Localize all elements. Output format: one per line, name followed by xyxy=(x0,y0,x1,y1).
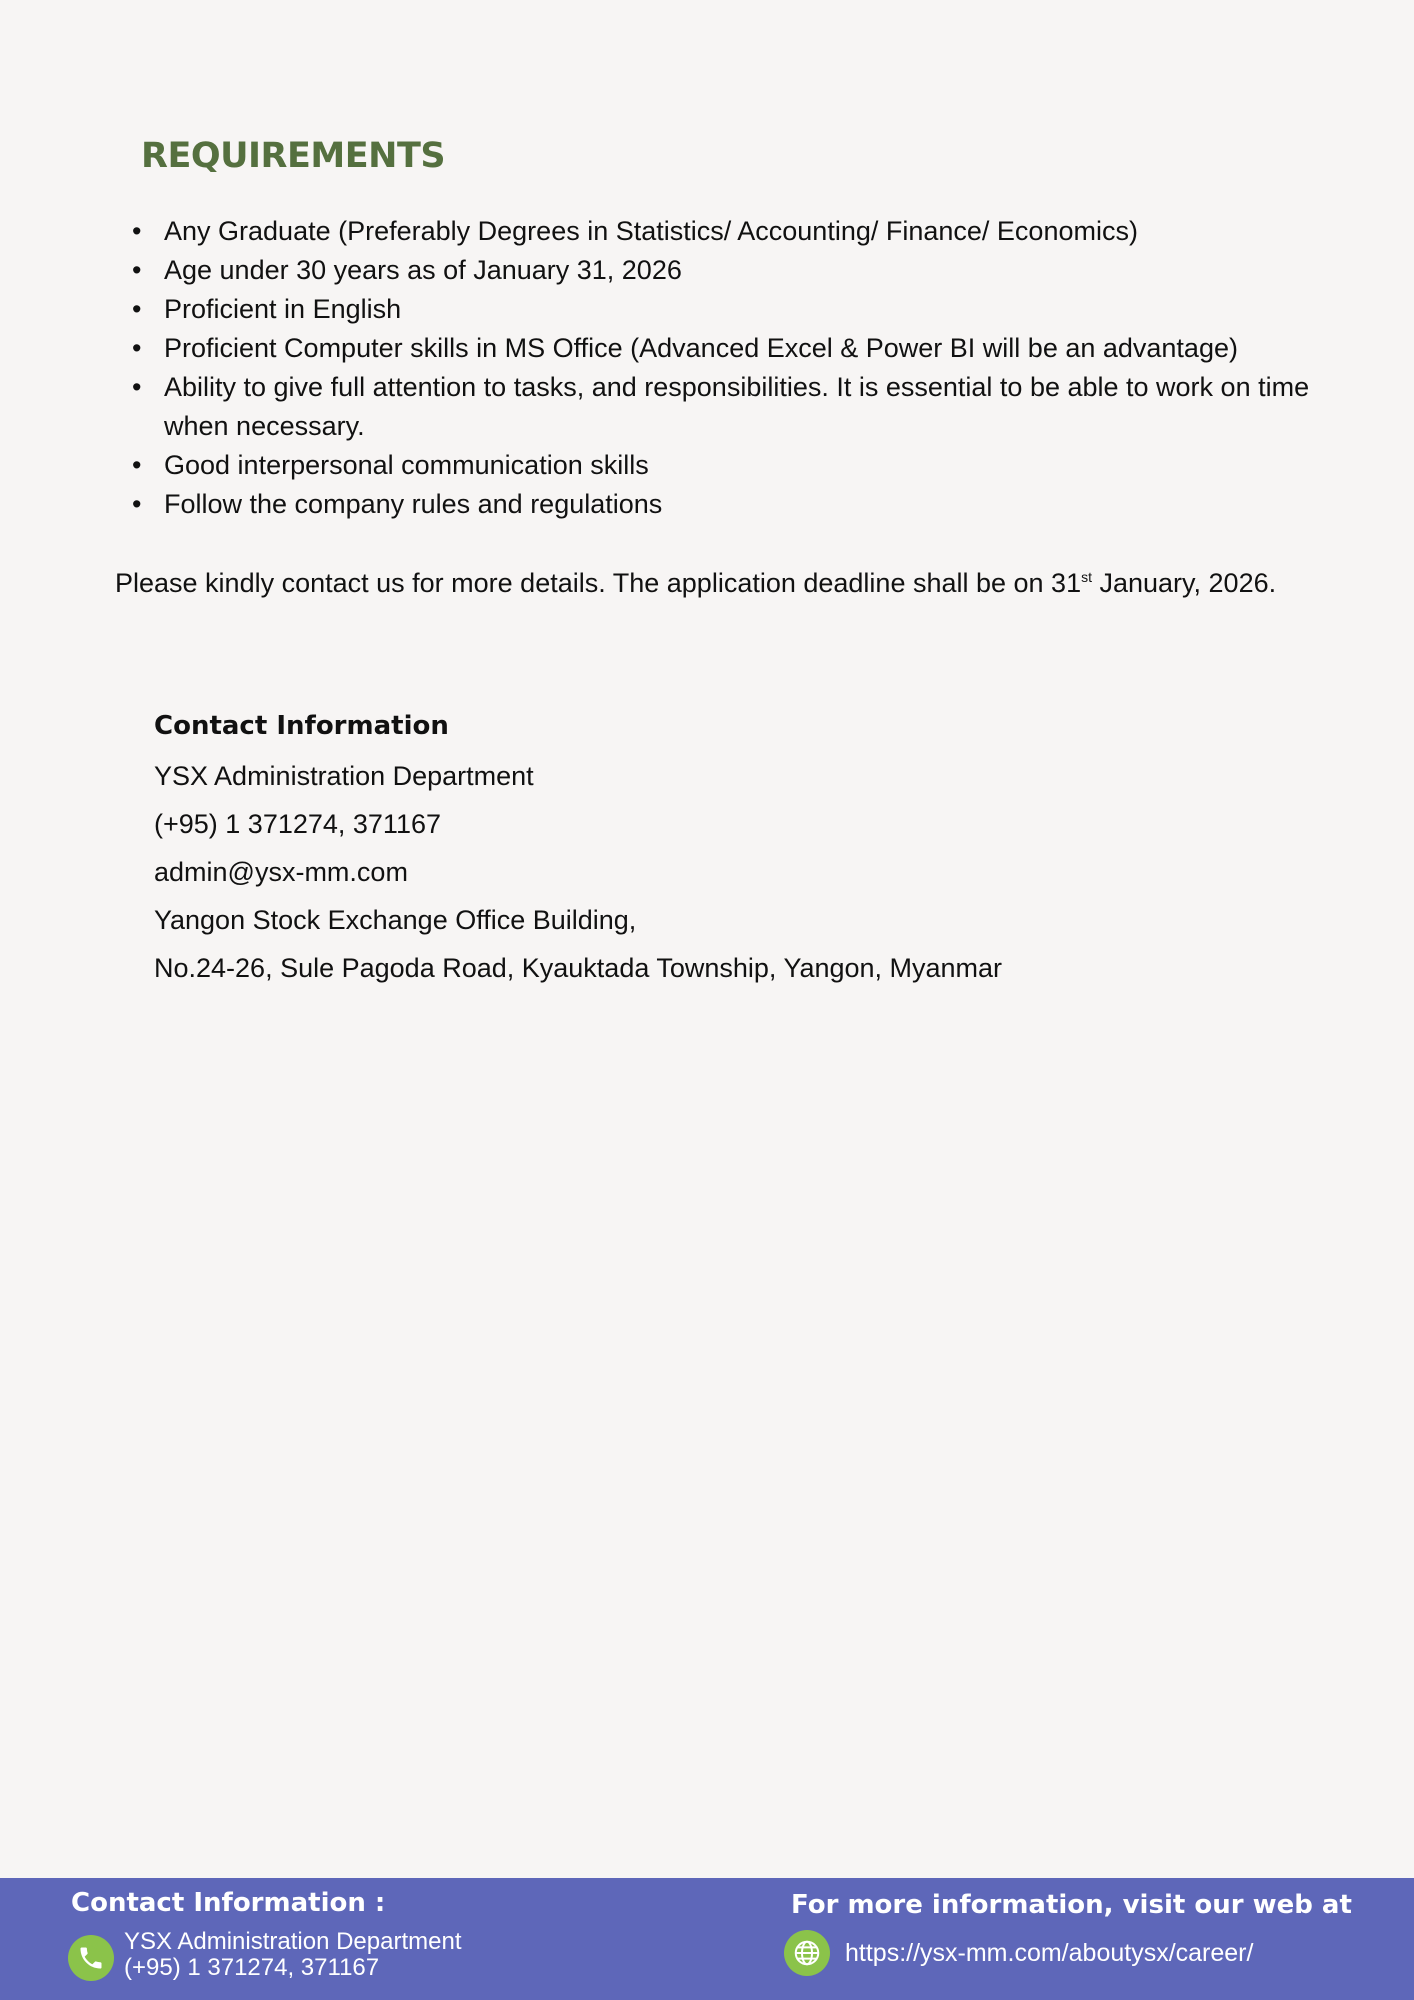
footer-department: YSX Administration Department xyxy=(124,1928,462,1955)
contact-phone: (+95) 1 371274, 371167 xyxy=(154,809,441,839)
requirement-item: • Proficient in English xyxy=(128,290,1328,329)
requirements-heading: REQUIREMENTS xyxy=(141,136,446,176)
deadline-note xyxy=(115,564,1276,603)
requirement-item: • Ability to give full attention to tasks, and responsibilities. It is essential to be able to work on time when necessary. xyxy=(128,368,1328,446)
phone-glyph xyxy=(77,1944,105,1972)
footer-career-link[interactable]: https://ysx-mm.com/aboutysx/career/ xyxy=(845,1939,1254,1967)
contact-department: YSX Administration Department xyxy=(154,761,534,791)
contact-email[interactable]: admin@ysx-mm.com xyxy=(154,857,408,887)
requirement-item: • Age under 30 years as of January 31, 2026 xyxy=(128,251,1328,290)
globe-glyph xyxy=(792,1938,822,1968)
requirement-item: • Follow the company rules and regulations xyxy=(128,485,1328,524)
contact-block xyxy=(154,704,1002,992)
footer-bar xyxy=(0,1878,1414,2000)
footer-web-title: For more information, visit our web at xyxy=(791,1890,1352,1920)
contact-title: Contact Information xyxy=(154,711,449,741)
requirement-item: • Good interpersonal communication skills xyxy=(128,446,1328,485)
deadline-ordinal-suffix: st xyxy=(1081,569,1092,585)
contact-address-line-1: Yangon Stock Exchange Office Building, xyxy=(154,905,637,935)
requirement-item: • Proficient Computer skills in MS Office (Advanced Excel & Power BI will be an advantage) xyxy=(128,329,1328,368)
requirement-item: • Any Graduate (Preferably Degrees in Statistics/ Accounting/ Finance/ Economics) xyxy=(128,212,1328,251)
phone-icon xyxy=(68,1935,114,1981)
footer-contact-title: Contact Information : xyxy=(71,1888,386,1918)
globe-icon xyxy=(784,1930,830,1976)
deadline-text: Please kindly contact us for more details. The application deadline shall be on 31 xyxy=(115,568,1082,598)
requirements-list xyxy=(128,212,1328,524)
deadline-date: January, 2026. xyxy=(1091,568,1277,598)
contact-address-line-2: No.24-26, Sule Pagoda Road, Kyauktada Township, Yangon, Myanmar xyxy=(154,953,1003,983)
footer-phone: (+95) 1 371274, 371167 xyxy=(124,1954,380,1981)
